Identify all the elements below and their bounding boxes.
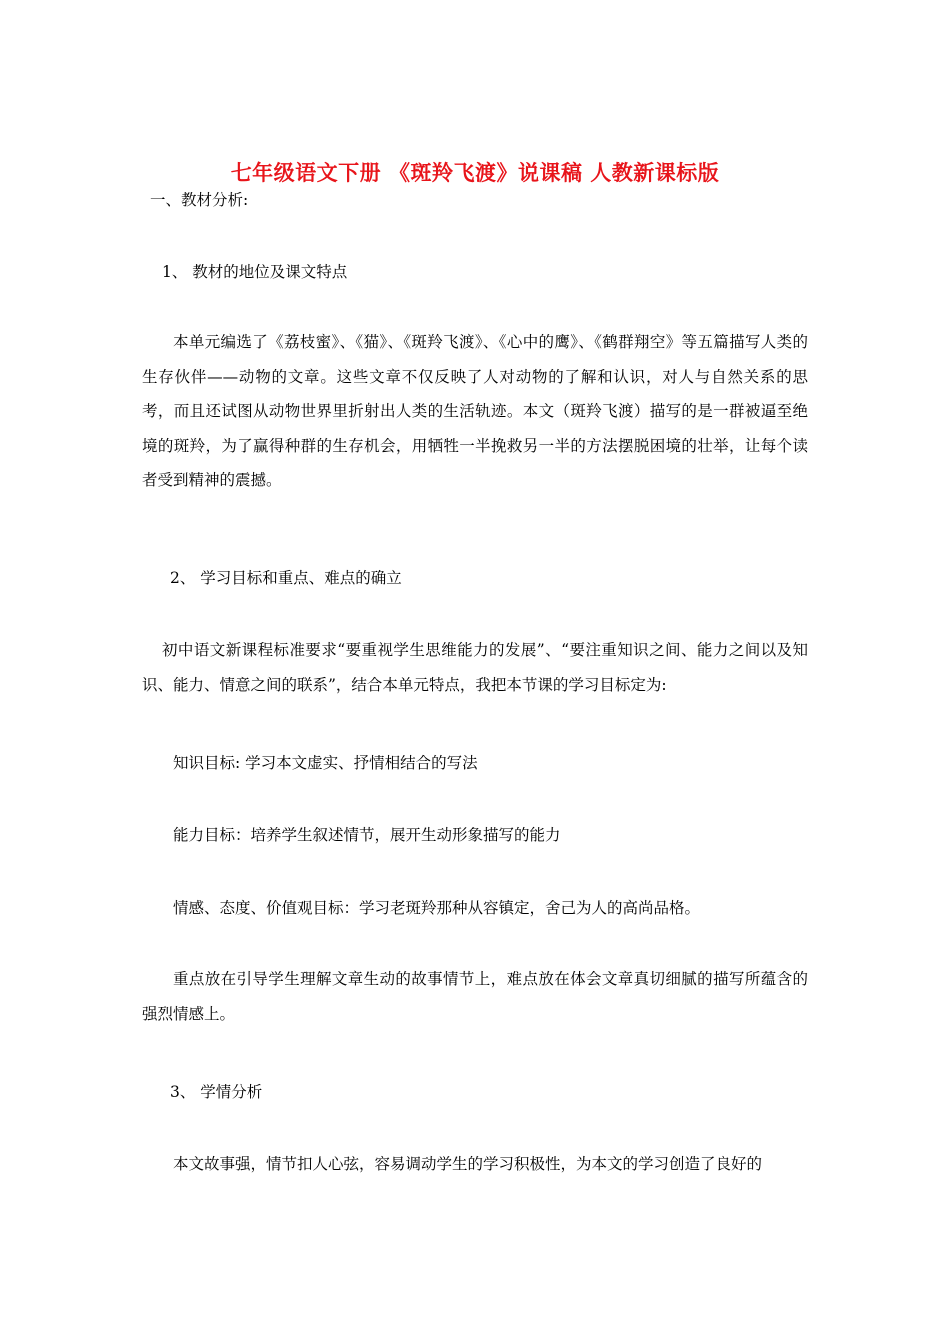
paragraph-student-analysis: 本文故事强，情节扣人心弦，容易调动学生的学习积极性，为本文的学习创造了良好的 bbox=[173, 1155, 763, 1173]
subheading-position-features: 1、 教材的地位及课文特点 bbox=[162, 263, 348, 281]
goal-knowledge: 知识目标: 学习本文虚实、抒情相结合的写法 bbox=[173, 754, 478, 772]
document-title: 七年级语文下册 《斑羚飞渡》说课稿 人教新课标版 bbox=[230, 160, 720, 185]
paragraph-curriculum-standard: 初中语文新课程标准要求“要重视学生思维能力的发展”、“要注重知识之间、能力之间以及知识、能力、情意之间的联系”，结合本单元特点，我把本节课的学习目标定为: bbox=[142, 641, 808, 694]
goal-ability: 能力目标：培养学生叙述情节，展开生动形象描写的能力 bbox=[173, 826, 561, 844]
subheading-goals-keypoints: 2、 学习目标和重点、难点的确立 bbox=[170, 569, 402, 587]
paragraph-unit-overview: 本单元编选了《荔枝蜜》、《猫》、《斑羚飞渡》、《心中的鹰》、《鹤群翔空》等五篇描写人类的生存伙伴——动物的文章。这些文章不仅反映了人对动物的了解和认识，对人与自然关系的思考，而且还试图从动物世界里折射出人类的生活轨迹。本文（斑羚飞渡）描写的是一群被逼至绝境的斑羚，为了赢得种群的生存机会，用牺牲一半挽救另一半的方法摆脱困境的壮举，让每个读者受到精神的震撼。 bbox=[142, 333, 808, 490]
section-heading-teaching-material: 一、教材分析: bbox=[150, 191, 249, 209]
goal-emotion: 情感、态度、价值观目标：学习老斑羚那种从容镇定，舍己为人的高尚品格。 bbox=[173, 899, 701, 917]
paragraph-key-difficult-points: 重点放在引导学生理解文章生动的故事情节上，难点放在体会文章真切细腻的描写所蕴含的强烈情感上。 bbox=[142, 970, 808, 1023]
subheading-student-analysis: 3、 学情分析 bbox=[170, 1083, 263, 1101]
